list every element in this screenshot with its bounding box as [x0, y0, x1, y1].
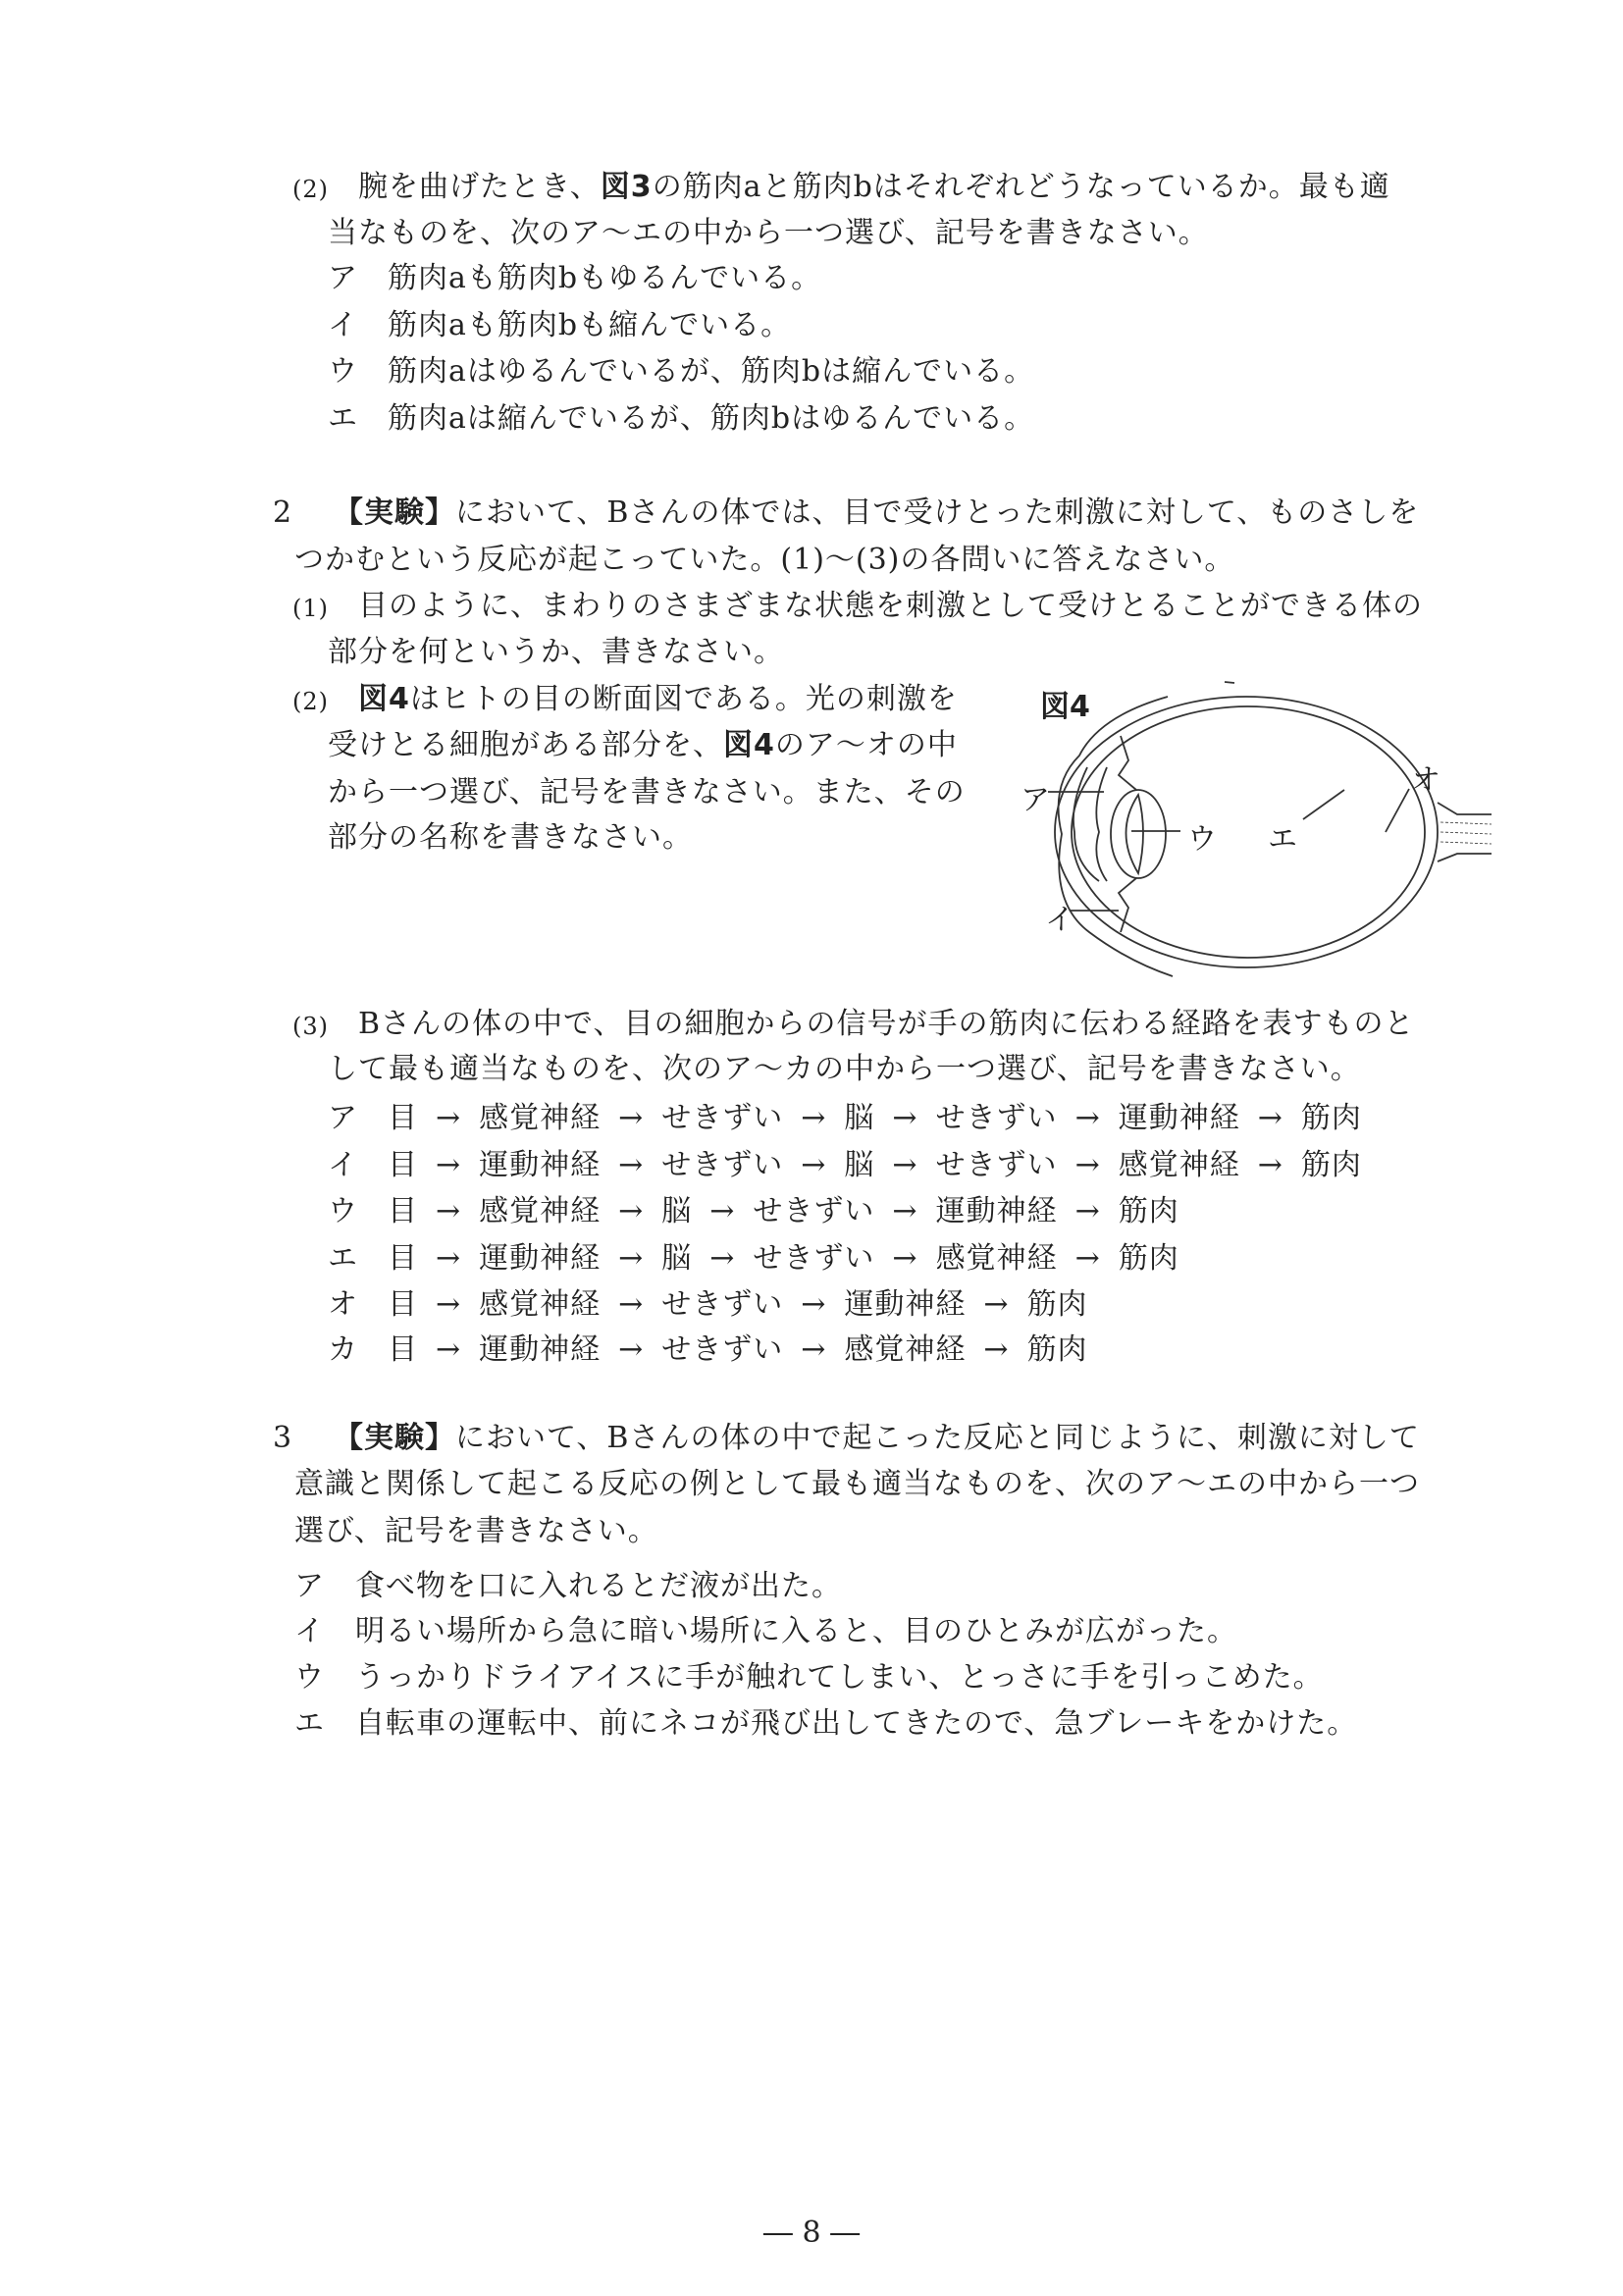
q2-1-number: (1)	[292, 595, 329, 622]
path-option-mark: エ	[328, 1241, 358, 1276]
q3-line2: 意識と関係して起こる反応の例として最も適当なものを、次のア～エの中から一つ	[294, 1467, 1420, 1501]
arrow-icon: →	[892, 1241, 918, 1276]
path-option-route	[388, 1332, 1088, 1368]
arrow-icon: →	[436, 1332, 462, 1367]
option-text: 筋肉aも筋肉bもゆるんでいる。	[388, 261, 822, 295]
path-option-route	[388, 1194, 1179, 1229]
path-step: 目	[388, 1194, 418, 1228]
page-number: ― 8 ―	[762, 2216, 861, 2250]
option-text: 自転車の運転中、前にネコが飛び出してきたので、急ブレーキをかけた。	[355, 1706, 1358, 1741]
path-step: 感覚神経	[479, 1101, 602, 1135]
option-mark: ア	[328, 261, 358, 295]
arrow-icon: →	[801, 1148, 827, 1182]
option-mark: イ	[294, 1614, 325, 1648]
path-step: 目	[388, 1287, 418, 1322]
path-step: 筋肉	[1300, 1148, 1362, 1182]
q2-text: において、Bさんの体では、目で受けとった刺激に対して、ものさしを	[455, 496, 1420, 530]
q2-2-number: (2)	[292, 688, 329, 715]
path-option-route	[388, 1287, 1088, 1323]
arrow-icon: →	[436, 1287, 462, 1322]
path-step: 筋肉	[1026, 1332, 1088, 1367]
path-step: 感覚神経	[935, 1241, 1058, 1276]
path-option-route	[388, 1241, 1179, 1277]
eye-label-i: イ	[1045, 903, 1074, 937]
arrow-icon: →	[618, 1101, 645, 1135]
option-text: うっかりドライアイスに手が触れてしまい、とっさに手を引っこめた。	[355, 1660, 1324, 1695]
path-step: せきずい	[753, 1194, 875, 1228]
eye-label-a: ア	[1021, 783, 1050, 817]
arrow-icon: →	[892, 1148, 918, 1182]
option-mark: イ	[328, 308, 358, 342]
q2-line2: つかむという反応が起こっていた。(1)～(3)の各問いに答えなさい。	[294, 543, 1235, 577]
q2-1-line2: 部分を何というか、書きなさい。	[328, 635, 784, 669]
q1-2-text: 腕を曲げたとき、	[358, 170, 601, 204]
arrow-icon: →	[436, 1101, 462, 1135]
path-step: 目	[388, 1332, 418, 1367]
q2-line1	[334, 496, 1419, 531]
eye-cross-section-diagram	[981, 657, 1492, 1011]
path-step: 脳	[661, 1194, 693, 1228]
option-mark: ア	[294, 1569, 325, 1603]
path-step: 筋肉	[1118, 1241, 1179, 1276]
path-step: 運動神経	[1118, 1101, 1240, 1135]
fig4-ref: 図4	[358, 682, 410, 716]
path-step: 目	[388, 1148, 418, 1182]
experiment-tag-2: 【実験】	[334, 1421, 455, 1455]
path-step: せきずい	[661, 1287, 784, 1322]
arrow-icon: →	[983, 1332, 1010, 1367]
q2-2-line1	[358, 682, 958, 717]
path-step: 筋肉	[1026, 1287, 1088, 1322]
path-option-mark: イ	[328, 1148, 358, 1182]
arrow-icon: →	[1074, 1148, 1101, 1182]
q1-2-question-line2: 当なものを、次のア～エの中から一つ選び、記号を書きなさい。	[328, 216, 1209, 250]
q3-line1	[334, 1421, 1420, 1456]
path-option-mark: ウ	[328, 1194, 358, 1228]
arrow-icon: →	[618, 1148, 645, 1182]
q2-2-text: はヒトの目の断面図である。光の刺激を	[409, 682, 958, 716]
path-step: 脳	[844, 1148, 875, 1182]
path-step: 感覚神経	[844, 1332, 967, 1367]
path-step: 感覚神経	[479, 1287, 602, 1322]
path-step: 目	[388, 1241, 418, 1276]
arrow-icon: →	[1074, 1194, 1101, 1228]
q2-2-line3: から一つ選び、記号を書きなさい。また、その	[328, 775, 966, 809]
arrow-icon: →	[618, 1194, 645, 1228]
path-option-mark: ア	[328, 1101, 358, 1135]
q3-number: 3	[273, 1421, 293, 1455]
q2-2-line2	[328, 728, 958, 763]
fig3-ref: 図3	[600, 170, 653, 204]
eye-label-e: エ	[1268, 822, 1297, 857]
path-step: 運動神経	[935, 1194, 1058, 1228]
option-text: 食べ物を口に入れるとだ液が出た。	[355, 1569, 842, 1603]
path-step: せきずい	[661, 1148, 784, 1182]
arrow-icon: →	[983, 1287, 1010, 1322]
path-step: 目	[388, 1101, 418, 1135]
path-step: 運動神経	[479, 1241, 602, 1276]
q3-text: において、Bさんの体の中で起こった反応と同じように、刺激に対して	[455, 1421, 1420, 1455]
q2-2-line4: 部分の名称を書きなさい。	[328, 820, 693, 855]
arrow-icon: →	[436, 1148, 462, 1182]
q2-3-number: (3)	[292, 1013, 329, 1040]
option-mark: エ	[294, 1706, 325, 1741]
path-step: 感覚神経	[479, 1194, 602, 1228]
arrow-icon: →	[618, 1287, 645, 1322]
path-option-mark: オ	[328, 1287, 358, 1322]
arrow-icon: →	[436, 1194, 462, 1228]
path-step: 脳	[661, 1241, 693, 1276]
path-step: せきずい	[661, 1332, 784, 1367]
q2-3-line1: Bさんの体の中で、目の細胞からの信号が手の筋肉に伝わる経路を表すものと	[358, 1007, 1415, 1041]
arrow-icon: →	[436, 1241, 462, 1276]
path-step: 感覚神経	[1118, 1148, 1240, 1182]
option-mark: ウ	[294, 1660, 325, 1695]
arrow-icon: →	[801, 1287, 827, 1322]
q3-line3: 選び、記号を書きなさい。	[294, 1514, 658, 1548]
q1-2-question-line1	[358, 170, 1390, 205]
arrow-icon: →	[618, 1241, 645, 1276]
path-step: 筋肉	[1300, 1101, 1362, 1135]
eye-label-o: オ	[1411, 763, 1440, 798]
arrow-icon: →	[1257, 1148, 1283, 1182]
arrow-icon: →	[709, 1194, 736, 1228]
arrow-icon: →	[1074, 1241, 1101, 1276]
experiment-tag: 【実験】	[334, 496, 455, 530]
arrow-icon: →	[709, 1241, 736, 1276]
path-option-route	[388, 1148, 1362, 1183]
q2-3-line2: して最も適当なものを、次のア～カの中から一つ選び、記号を書きなさい。	[328, 1052, 1361, 1086]
q2-2-text-a: 受けとる細胞がある部分を、	[328, 728, 723, 762]
path-step: せきずい	[661, 1101, 784, 1135]
arrow-icon: →	[801, 1332, 827, 1367]
arrow-icon: →	[1257, 1101, 1283, 1135]
option-text: 明るい場所から急に暗い場所に入ると、目のひとみが広がった。	[355, 1614, 1237, 1648]
path-step: 脳	[844, 1101, 875, 1135]
q2-1-line1: 目のように、まわりのさまざまな状態を刺激として受けとることができる体の	[358, 589, 1423, 623]
path-step: 運動神経	[479, 1332, 602, 1367]
path-option-mark: カ	[328, 1332, 358, 1367]
arrow-icon: →	[618, 1332, 645, 1367]
path-step: 運動神経	[844, 1287, 967, 1322]
arrow-icon: →	[892, 1101, 918, 1135]
path-step: 運動神経	[479, 1148, 602, 1182]
path-step: 筋肉	[1118, 1194, 1179, 1228]
option-text: 筋肉aは縮んでいるが、筋肉bはゆるんでいる。	[388, 401, 1035, 436]
path-option-route	[388, 1101, 1362, 1136]
q1-2-number: (2)	[292, 176, 329, 203]
q2-2-text-b: のア～オの中	[774, 728, 958, 762]
option-mark: エ	[328, 401, 358, 436]
arrow-icon: →	[1074, 1101, 1101, 1135]
path-step: せきずい	[935, 1101, 1058, 1135]
figure4-title: 図4	[1040, 690, 1090, 724]
option-mark: ウ	[328, 354, 358, 389]
path-step: せきずい	[753, 1241, 875, 1276]
option-text: 筋肉aはゆるんでいるが、筋肉bは縮んでいる。	[388, 354, 1035, 389]
path-step: せきずい	[935, 1148, 1058, 1182]
q1-2-text-rest: の筋肉aと筋肉bはそれぞれどうなっているか。最も適	[652, 170, 1390, 204]
fig4-ref-2: 図4	[723, 728, 775, 762]
option-text: 筋肉aも筋肉bも縮んでいる。	[388, 308, 792, 342]
q2-number: 2	[273, 496, 293, 530]
eye-label-u: ウ	[1187, 822, 1217, 857]
arrow-icon: →	[801, 1101, 827, 1135]
arrow-icon: →	[892, 1194, 918, 1228]
